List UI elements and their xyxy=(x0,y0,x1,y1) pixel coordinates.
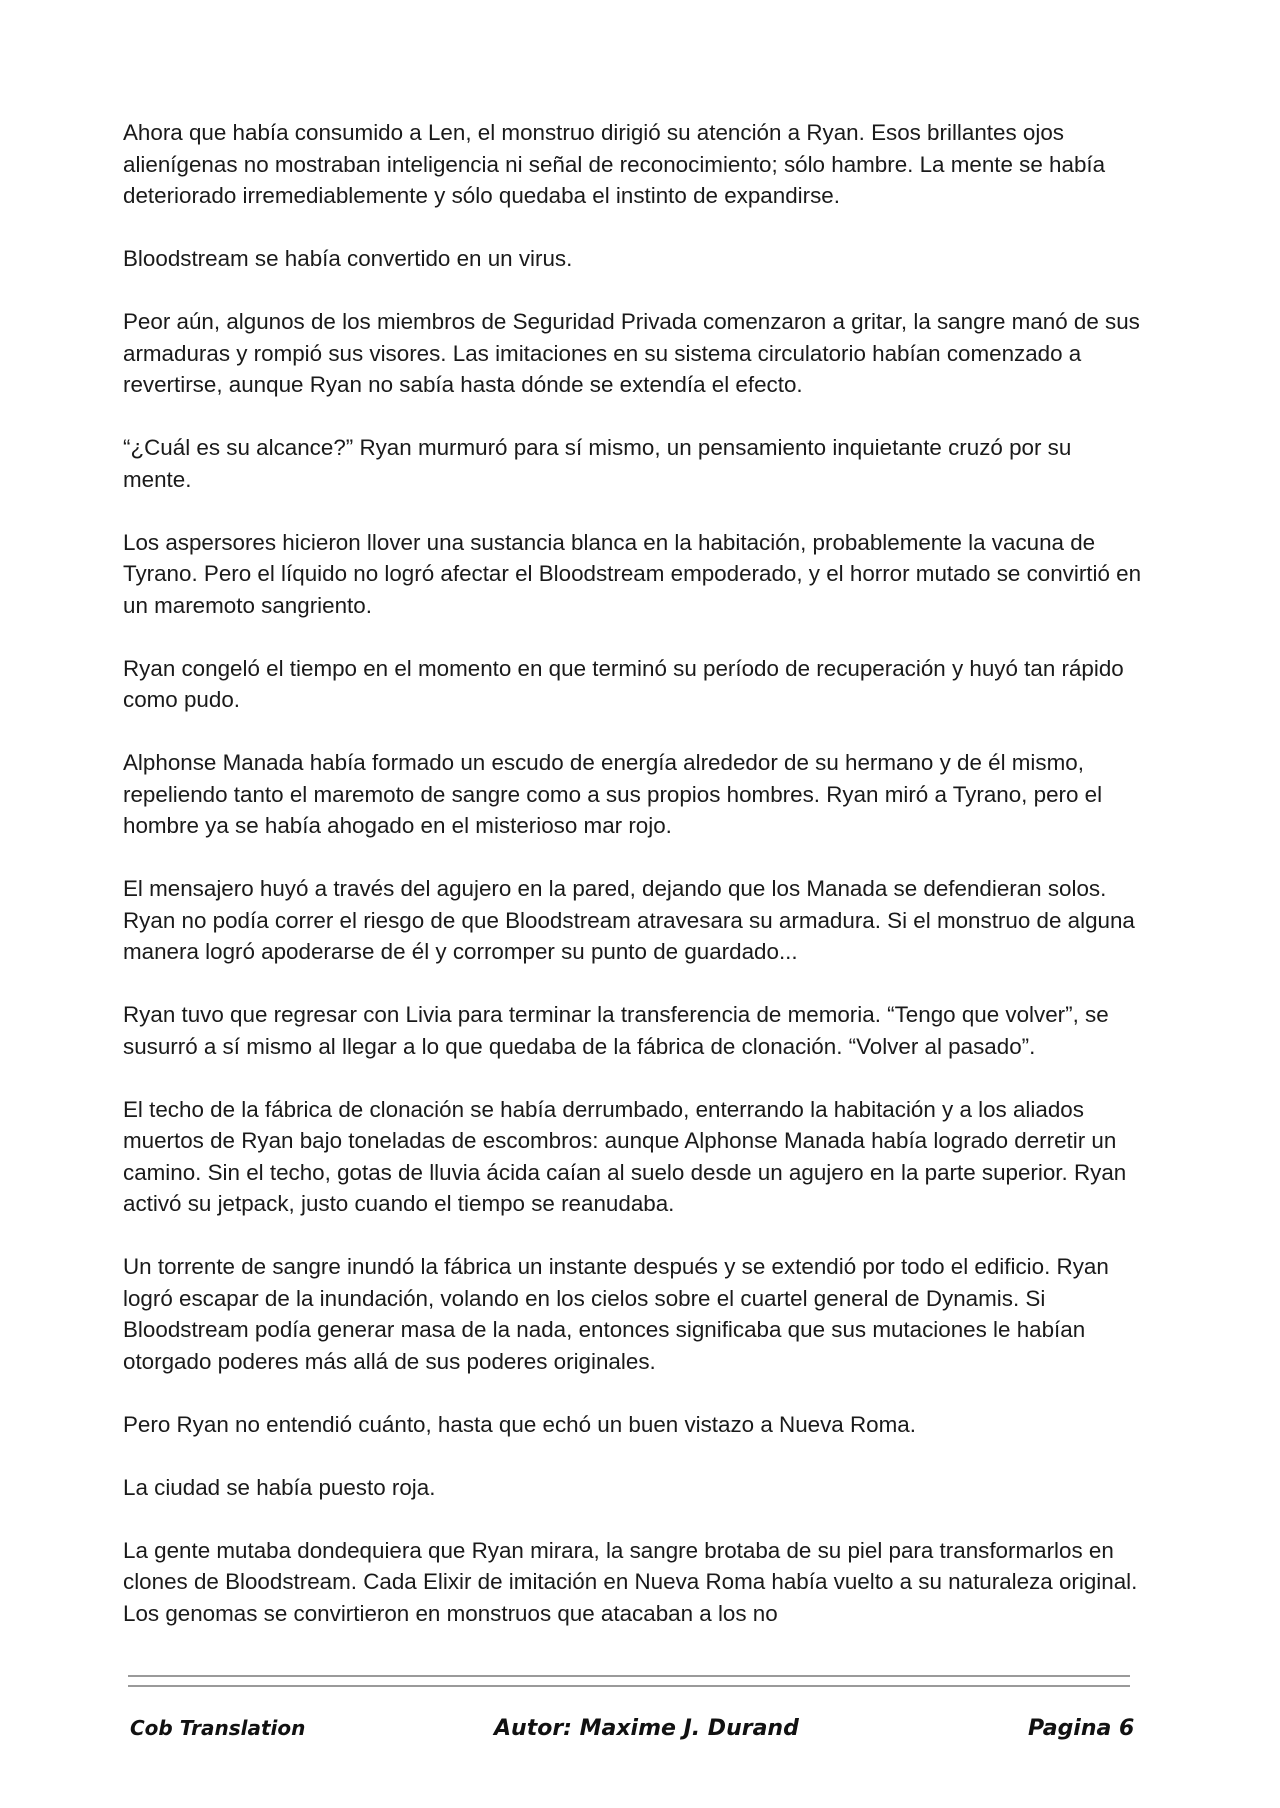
paragraph: Ryan tuvo que regresar con Livia para terminar la transferencia de memoria. “Tengo que volver”, se susurró a sí mismo al llegar a lo que quedaba de la fábrica de clonación. “Volver al pasado”. xyxy=(123,1002,1109,1059)
paragraph: Ahora que había consumido a Len, el monstruo dirigió su atención a Ryan. Esos brillantes ojos alienígenas no mostraban inteligencia ni señal de reconocimiento; sólo hambre. La mente se había deteriorado irremediablemente y sólo quedaba el instinto de expandirse. xyxy=(123,120,1106,208)
paragraph: Un torrente de sangre inundó la fábrica un instante después y se extendió por todo el edificio. Ryan logró escapar de la inundación, volando en los cielos sobre el cuartel general de Dynamis. Si Bloodstream podía generar masa de la nada, entonces significaba que sus mutaciones le habían otorgado poderes más allá de sus poderes originales. xyxy=(123,1254,1109,1374)
paragraph: Los aspersores hicieron llover una sustancia blanca en la habitación, probablemente la vacuna de Tyrano. Pero el líquido no logró afectar el Bloodstream empoderado, y el horror mutado se convirtió en un maremoto sangriento. xyxy=(123,529,1142,618)
footer-divider-bottom xyxy=(128,1685,1130,1687)
footer-divider-top xyxy=(128,1675,1130,1677)
page-body xyxy=(123,117,1143,1661)
paragraph: Alphonse Manada había formado un escudo de energía alrededor de su hermano y de él mismo, repeliendo tanto el maremoto de sangre como a sus propios hombres. Ryan miró a Tyrano, pero el hombre ya se había ahogado en el misterioso mar rojo. xyxy=(123,750,1103,838)
paragraph: El techo de la fábrica de clonación se había derrumbado, enterrando la habitación y a los aliados muertos de Ryan bajo toneladas de escombros: aunque Alphonse Manada había logrado derretir un camino. Sin el techo, gotas de lluvia ácida caían al suelo desde un agujero en la parte superior. Ryan activó su jetpack, justo cuando el tiempo se reanudaba. xyxy=(123,1096,1127,1216)
paragraph: Peor aún, algunos de los miembros de Seguridad Privada comenzaron a gritar, la sangre manó de sus armaduras y rompió sus visores. Las imitaciones en su sistema circulatorio habían comenzado a revertirse, aunque Ryan no sabía hasta dónde se extendía el efecto. xyxy=(123,309,1140,397)
paragraph: “¿Cuál es su alcance?” Ryan murmuró para sí mismo, un pensamiento inquietante cruzó por su mente. xyxy=(123,435,1072,492)
paragraph: Pero Ryan no entendió cuánto, hasta que echó un buen vistazo a Nueva Roma. xyxy=(123,1411,916,1437)
paragraph: Ryan congeló el tiempo en el momento en que terminó su período de recuperación y huyó tan rápido como pudo. xyxy=(123,655,1124,712)
paragraph: Bloodstream se había convertido en un virus. xyxy=(123,246,573,271)
footer-translator: Cob Translation xyxy=(130,1716,306,1740)
paragraph: La ciudad se había puesto roja. xyxy=(123,1474,436,1500)
footer-author: Autor: Maxime J. Durand xyxy=(494,1716,799,1741)
paragraph: El mensajero huyó a través del agujero en la pared, dejando que los Manada se defendieran solos. Ryan no podía correr el riesgo de que Bloodstream atravesara su armadura. Si el monstruo de alguna manera logró apoderarse de él y corromper su punto de guardado... xyxy=(123,876,1135,964)
footer-page-number: Pagina 6 xyxy=(1028,1716,1135,1741)
paragraph: La gente mutaba dondequiera que Ryan mirara, la sangre brotaba de su piel para transformarlos en clones de Bloodstream. Cada Elixir de imitación en Nueva Roma había vuelto a su naturaleza original. Los genomas se convirtieron en monstruos que atacaban a los no xyxy=(123,1537,1138,1626)
